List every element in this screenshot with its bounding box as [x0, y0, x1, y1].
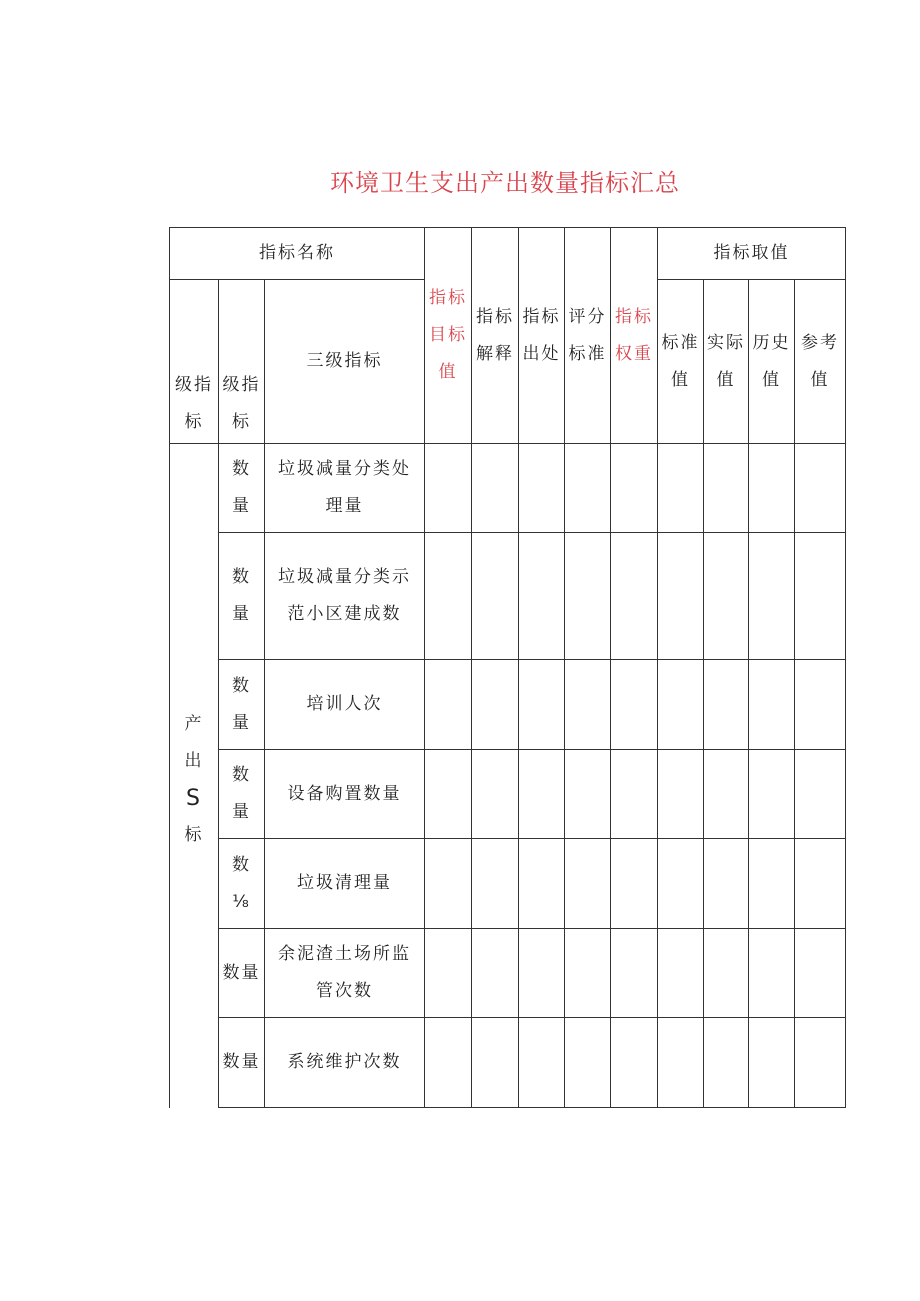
level3-cell: 垃圾清理量 — [265, 839, 425, 929]
header-source: 指标 出处 — [519, 228, 565, 444]
header-explanation: 指标 解释 — [472, 228, 519, 444]
level3-cell: 培训人次 — [265, 660, 425, 750]
table-row — [170, 839, 846, 929]
level3-cell: 垃圾减量分类处 理量 — [265, 444, 425, 533]
table-row — [170, 660, 846, 750]
level2-cell: 数量 — [219, 929, 265, 1018]
page-title: 环境卫生支出产出数量指标汇总 — [330, 169, 680, 197]
table-row — [170, 444, 846, 533]
table-row — [170, 750, 846, 839]
level2-cell: 数 量 — [219, 750, 265, 839]
header-scoring-standard: 评分 标准 — [565, 228, 611, 444]
header-reference-value: 参考 值 — [795, 280, 846, 444]
header-level1: 级指 标 — [170, 280, 219, 444]
header-indicator-value: 指标取值 — [658, 228, 846, 280]
header-standard-value: 标准 值 — [658, 280, 704, 444]
level2-cell: 数量 — [219, 1018, 265, 1108]
table-row — [170, 1018, 846, 1108]
level3-cell: 垃圾减量分类示 范小区建成数 — [265, 533, 425, 660]
header-level2: 级指 标 — [219, 280, 265, 444]
level2-cell: 数 ⅛ — [219, 839, 265, 929]
header-weight: 指标 权重 — [611, 228, 658, 444]
indicator-table — [169, 227, 846, 1108]
level2-cell: 数 量 — [219, 444, 265, 533]
header-indicator-name: 指标名称 — [170, 228, 425, 280]
table-row — [170, 929, 846, 1018]
level2-cell: 数 量 — [219, 533, 265, 660]
level2-cell: 数 量 — [219, 660, 265, 750]
level3-cell: 系统维护次数 — [265, 1018, 425, 1108]
header-actual-value: 实际 值 — [704, 280, 749, 444]
level3-cell: 余泥渣土场所监 管次数 — [265, 929, 425, 1018]
header-history-value: 历史 值 — [749, 280, 795, 444]
table-row — [170, 533, 846, 660]
group-label-output: 产 出 S 标 — [170, 444, 219, 1108]
level3-cell: 设备购置数量 — [265, 750, 425, 839]
header-level3: 三级指标 — [265, 280, 425, 444]
header-target-value: 指标 目标 值 — [425, 228, 472, 444]
